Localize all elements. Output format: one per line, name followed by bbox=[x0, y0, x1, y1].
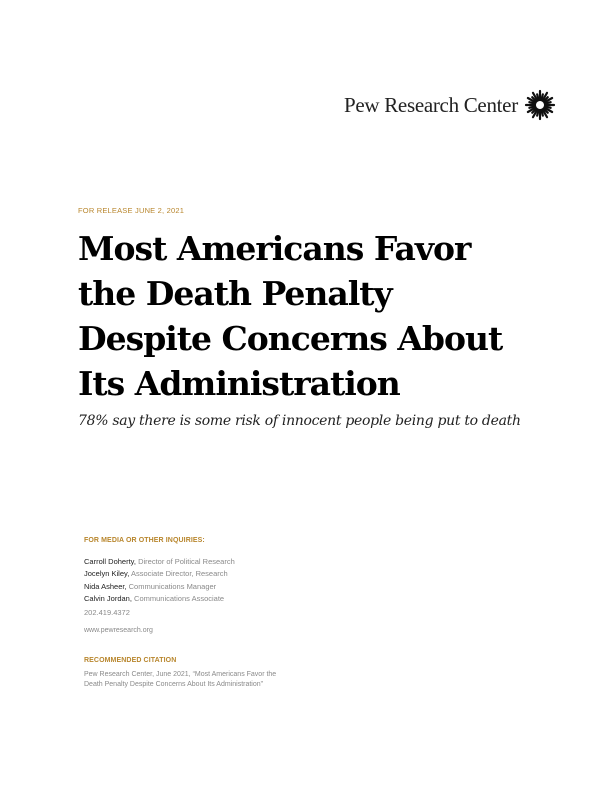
inquiries-heading: FOR MEDIA OR OTHER INQUIRIES: bbox=[84, 537, 205, 544]
contact-role: Associate Director, Research bbox=[130, 569, 228, 579]
report-title bbox=[78, 226, 578, 406]
contact-name: Jocelyn Kiley, bbox=[84, 569, 130, 579]
contact-role: Communications Associate bbox=[134, 593, 225, 603]
contact-name: Calvin Jordan, bbox=[84, 593, 132, 603]
title-line: Most Americans Favor bbox=[78, 229, 471, 268]
org-name: Pew Research Center bbox=[344, 92, 518, 117]
contact-item bbox=[84, 581, 344, 593]
title-line: Its Administration bbox=[78, 364, 400, 403]
contact-item bbox=[84, 568, 344, 580]
contact-item bbox=[84, 593, 344, 605]
contact-name: Nida Asheer, bbox=[84, 581, 127, 591]
contact-phone: 202.419.4372 bbox=[84, 608, 130, 618]
contact-list bbox=[84, 556, 344, 605]
contact-name: Carroll Doherty, bbox=[84, 557, 136, 566]
contact-item bbox=[84, 556, 344, 568]
release-date: FOR RELEASE JUNE 2, 2021 bbox=[78, 206, 185, 215]
recommended-citation-block bbox=[84, 657, 284, 690]
report-subtitle: 78% say there is some risk of innocent people being put to death bbox=[78, 413, 521, 429]
media-inquiries-block bbox=[84, 537, 344, 634]
title-line: Despite Concerns About bbox=[78, 319, 503, 358]
website-link[interactable]: www.pewresearch.org bbox=[84, 627, 153, 635]
citation-text: Pew Research Center, June 2021, “Most Americans Favor the Death Penalty Despite Concerns About Its Administration” bbox=[84, 671, 277, 688]
contact-role: Communications Manager bbox=[128, 581, 217, 591]
pew-starburst-icon bbox=[524, 89, 556, 121]
org-logo bbox=[344, 90, 556, 120]
citation-heading: RECOMMENDED CITATION bbox=[84, 657, 177, 664]
title-line: the Death Penalty bbox=[78, 274, 392, 313]
contact-role: Director of Political Research bbox=[138, 557, 235, 566]
